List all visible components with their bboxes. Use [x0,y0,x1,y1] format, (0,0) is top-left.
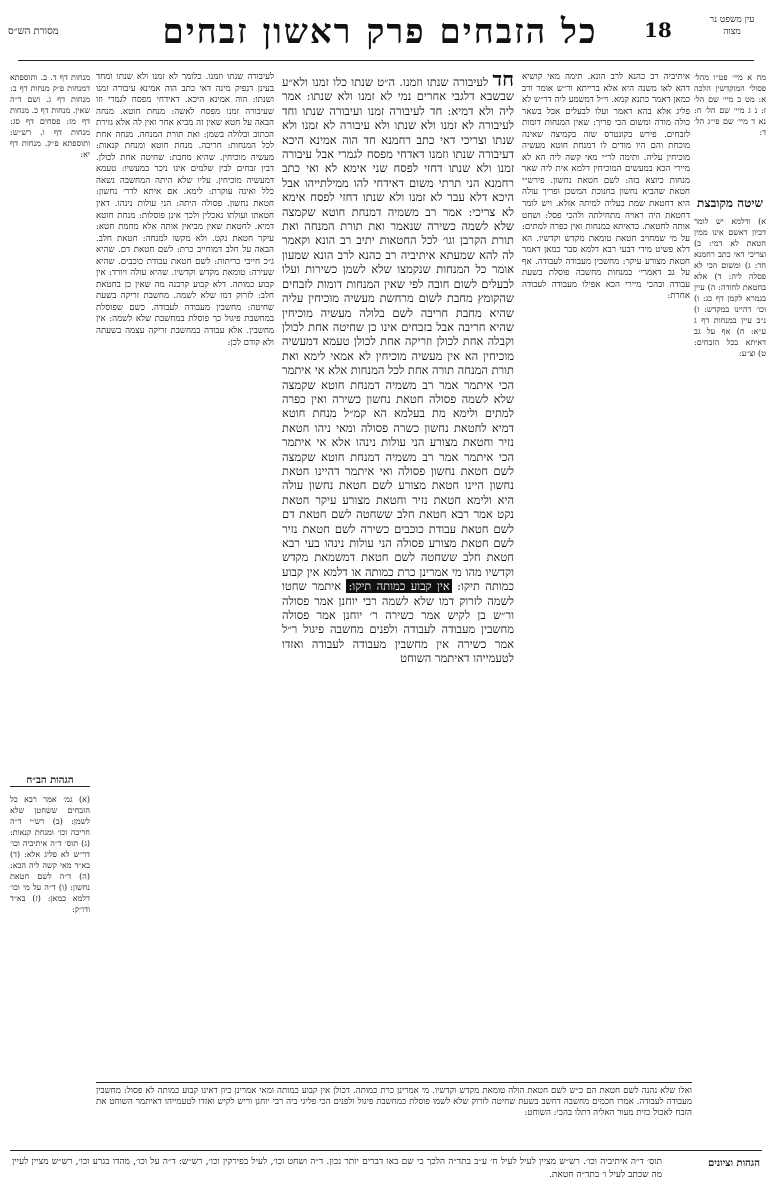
masoret-hashas-column [10,72,90,762]
bottom-band-rule [96,1082,692,1083]
hagahot-habach-heading: הגהות הב״ח [10,775,90,787]
page-title: כל הזבחים פרק ראשון זבחים [162,12,598,52]
rashi-text: לעיבורה שנתו וזמנו. כלומר לא זמנו ולא שנתו ומחד בעינן דנפיק מינה דאי כתב הוה אמינא עיבורה זמנו ושנתו: הוה אמינא היכא. דאידחי מפסח לגמרי וזו שעיבורה זמנו מפסח לאשה: מנחת חוטא. מנחה הבאה על חטא שאין זה מביא אחר ואין לה אלא גזירת הכתוב ובלולה בשמן: ואת תורת המנחה. מנחה אחת לכל המנחות: חריבה. מנחת חוטא ומנחת קנאות: מעשיה מוכיחין. שהיא מחבת: שחיטה אחת לכולן. דבין זבחים לבין שלמים אינו ניכר במעשיו: טעמא דמעשיה מוכיחין. עליו שלא היתה המחשבה נשאה כלל ואינה עוקרת: לימא. אם איתא לדר׳ נחשון: חטאת נחשון. פסולה היתה: הני עולות נינהו. דאין חטאתו ועולתו נאכלין ולכך אינן פוסלות: מנחת חוטא דמיא. לחטאת שאין מביאין אותה אלא מחמת חטא: עיקר חטאת נקט. ולא מקשו למנחה: חטאת חלב. הבאה על חלב דמוחייב כרת: לשם חטאת דם. שהיא ג״כ חייבי כריתות: לשם חטאת עבודת כוכבים. שהיא שעירה: טומאת מקדש וקדשיו. שהיא עולה ויורד: אין קבוע כמותה. דלא קבוע קרבנה מה שאין כן בחטאת חלב: לזרוק דמו שלא לשמה. מחשבת זריקה בשעת שחיטה: מחשבין מעבודה לעבודה. כשם שפוסלת במחשבת פיגול כך פוסלת במחשבת שלא לשמה: אין מחשבין. אלא עבודה במחשבת זריקה עצמה בשעתה ולא קודם לכן: [96,72,274,348]
ein-mishpat-text: מח א מיי׳ פט״ו מהל׳ פסולי המוקדשין הלכה א: מט ב מיי׳ שם הל׳ ז: נ ג מיי׳ שם הל׳ ח: נא ד מיי׳ שם פי״ג הל׳ ד: [694,73,766,137]
shita-mekubetzet-heading: שיטה מקובצת [697,196,763,210]
gemara-lead-word: חד [492,72,514,91]
gemara-body [282,72,514,666]
footer-notes [12,1156,662,1192]
footer-rule [10,1150,762,1151]
footer-label: הגהות וציונים [707,1158,760,1169]
ein-mishpat-label: עין משפט נר מצוה [709,15,755,37]
gemara-column [282,72,514,1076]
footer-notes-text: תוס׳ ד״ה איתיביה וכו׳. רש״ש מציין לעיל לעיל ח׳ ע״ב בתד״ה הלכך כי שם באו דברים יותר נכון. ד״ה ושחט וכו׳, לעיל בפירקין וכו׳, רש״ש: ד״ה על וכו׳, מהדו בגרע וכו׳, רש״ש מציין לעיין מה שכתב לעיל ו׳ בתד״ה חטאת. [12,1157,662,1180]
page-number: 18 [644,18,672,42]
gemara-text: לעיבורה שנתו וזמנו. ה״ט שנתו כלו זמנו ולא״ע שבשבא דלגבי אחרים נמי לא זמנו ולא שנתו: אמר ליה ולא דמיא: חד לעיבורה זמנו ועיבורה שנתו וחד לעיבורה לא זמנו ולא שנתו ולא עיבורה לא זמנו ולא שנתו וצריכי דאי כתב רחמנא חד הוה אמינא היכא דעיבורה שנתו וזמנו דאדחי מפסח לגמרי אבל עיבורה זמנו ולא שנתו דחזי לפסח שני אימא לא ואי כתב רחמנא הני תרתי משום דאידחי להו ממילתייהו אבל היכא דלא עבר לא זמנו ולא שנתו דחזי לפסח אימא לא צריכי: אמר רב משמיה דמנחת חוטא שקמצה שלא לשמה כשירה שנאמר ואת תורת המנחה ואת תורת הקרבן וגו׳ לכל החטאות יתיב רב הונא וקאמר לה להא שמעתא איתיביה רב כהנא לרב הונא שמעון אומר כל המנחות שנקמצו שלא לשמן כשירות ועלו לבעלים לשום חובה לפי שאין המנחות דומות לזבחים שהקומץ מחבת לשום מרחשת מעשיה מוכיחין עליה שהיא מחבת חריבה לשם בלולה מעשיה מוכיחין שהיא חריבה אבל בזבחים אינו כן שחיטה אחת לכולן וקבלה אחת לכולן וזריקה אחת לכולן טעמא דמעשיה מוכיחין הא אין מעשיה מוכיחין לא אמאי לימא ואת תורת המנחה תורה אחת לכל המנחות אלא אי איתמר הכי איתמר אמר רב משמיה דמנחת חוטא שקמצה שלא לשמה פסולה חטאת נחשון כשירה ואין כפרה למתים ולימא מת בעלמא הא קמ״ל מנחת חוטא דמיא לחטאת נחשון כשרה פסולה ומאי ניהו חטאת נזיר וחטאת מצורע הני עולות נינהו אלא אי איתמר הכי איתמר אמר רב משמיה דמנחת חוטא שקמצה לשם חטאת נחשון פסולה ואי איתמר דהיינו חטאת נחשון היינו חטאת מצורע לשם חטאת נחשון עולה היא ולימא חטאת נזיר וחטאת מצורע עיקר חטאת נקט אמר רבא חטאת חלב ששחטה לשם חטאת דם לשם חטאת עבודת כוכבים כשירה לשם חטאת נזיר לשם חטאת מצורע פסולה הני עולות נינהו בעי רבא חטאת חלב ששחטה לשם חטאת דמשמאת מקדש וקדשיו מהו מי אמרינן כרת כמותה או דלמא אין קבוע כמותה תיקו: [282,75,514,594]
ein-mishpat-column [694,72,766,190]
hagahot-habach-column [10,794,90,1076]
masoret-hashas-label: מסורת הש״ס [8,26,59,37]
header-rule [18,60,754,61]
rashi-column [96,72,274,1076]
gemara-tail: איתמר שחטו לשמה לזרוק דמו שלא לשמה רבי יוחנן אמר פסולה ור״ש בן לקיש אמר כשירה ר׳ יוחנן אמר פסולה מחשבין מעבודה לעבודה ולפנים מחשבה פיגול ר״ל אמר כשירה אין מחשבין מעבודה לעבודה ואזדו לטעמייהו דאיתמר השוחט [282,579,514,666]
shita-mekubetzet-text: א) ודלמא יש לומר דכיון דאשם אינו ממין חטאת לא דמי: ב) וצריכי דאי כתב רחמנא חד: ג) ומשום הכי לא פסלה ליה: ד) אלא בחטאת לחודה: ה) עיין בגמרא לקמן דף כג: ו) וכו׳ דהיינו במקדש: ז) נ״ב עיין במנחות דף ג ע״א: ח) אף על גב דאיתא בכל הזבחים: ט) וצ״ע: [694,217,766,358]
hagahot-habach-text: (א) גמ׳ אמר רבא כל הזבחים ששחטן שלא לשמן: (ב) רש״י ד״ה חריבה וכו׳ ומנחת קנאות: (ג) תוס׳ ד״ה איתיביה וכו׳ דר״ש לא פליג אלא: (ד) בא״ד מאי קשה ליה הכא: (ה) ד״ה לשם חטאת נחשון: (ו) ד״ה על מי וכו׳ דלמא כמאן: (ז) בא״ד ודו״ק: [10,795,90,914]
tosafot-column [522,72,690,1076]
masoret-hashas-text: מנחות דף ד. ב. ותוספתא דמנחות פ״ק מנחות דף ב: מנחות דף ג. ושם ד״ה שאין. מנחות דף כ. מנחות דף מז: פסחים דף סג: מנחות דף ו. רש״ש: ותוספתא פ״ק. מנחות דף יא: [10,73,90,159]
tosafot-text: איתיביה רב כהנא לרב הונא. תימה מאי קושיא דהא לאו משנה היא אלא ברייתא ור״ש אומר ורב כמאן דאמר כתנא קמא. וי״ל דמשמע ליה דר״ש לא פליג אלא בהא דאמר ועלו לבעלים אבל בשאר כולה מודה ומשום הכי פריך: שאין המנחות דומות לזבחים. פירש בקונטרס שזה בקמיצה שאינה מוכחת והם היו מודים לו דמנחת חוטא מעשיה מוכיחין עליה. ותימה לר״י מאי קשה ליה הא לא מיירי הכא במעשים המוכיחין דלמא אית ליה שאר מנחות כיוצא בזה: לשם חטאת נחשון. פירש״י חטאת שהביא נחשון בחנוכת המשכן ופריך עולה היא דחטאת שמת בעליה למיתה אזלא. ויש לומר דחטאת היה ראויה מתחילתה ולהכי פסל: ושחט אותה לחטאת. כדאיתא במנחות ואין כפרה למתים: על מי שמחויב חטאת טומאת מקדש וקדשיו. הא דלא פשיט מידי דבעי רבא דלמא סבר כמאן דאמר חטאת מצורע עיקר: מחשבין מעבודה לעבודה. אף על גב דאמרי׳ במנחות מחשבה פוסלת בשעת עבודה ובהכי מיירי הכא אפילו מעבודה לעבודה אחרת: [522,72,690,302]
shita-mekubetzet-column [694,216,766,1076]
gemara-highlight: אין קבוע כמותה תיקו: [348,579,450,594]
bottom-commentary [96,1086,692,1146]
bottom-commentary-text: ואלו שלא נהנה לשם חטאת הם כ״ש לשם חטאת הולה טומאת מקדש וקדשיו. מי אמרינן כרת כמותה. דכולן אין קבוע כמותה ומאי אמרינן כיון דאינו קבוע כמותה לא פסול: מחשבין מעבודה לעבודה. אמרו חכמים מחשבה דחשב בשעת שחיטה לזרוק שלא לשמו פוסלת כמחשבת פיגול ולפנים הכי פליגי ביה רבי יוחנן וריש לקיש ואזדו לטעמייהו דאיתמר השוחט את הזבח לאכול כזית מעור האליה דתלו בהכי: השוחט: [96,1086,692,1118]
